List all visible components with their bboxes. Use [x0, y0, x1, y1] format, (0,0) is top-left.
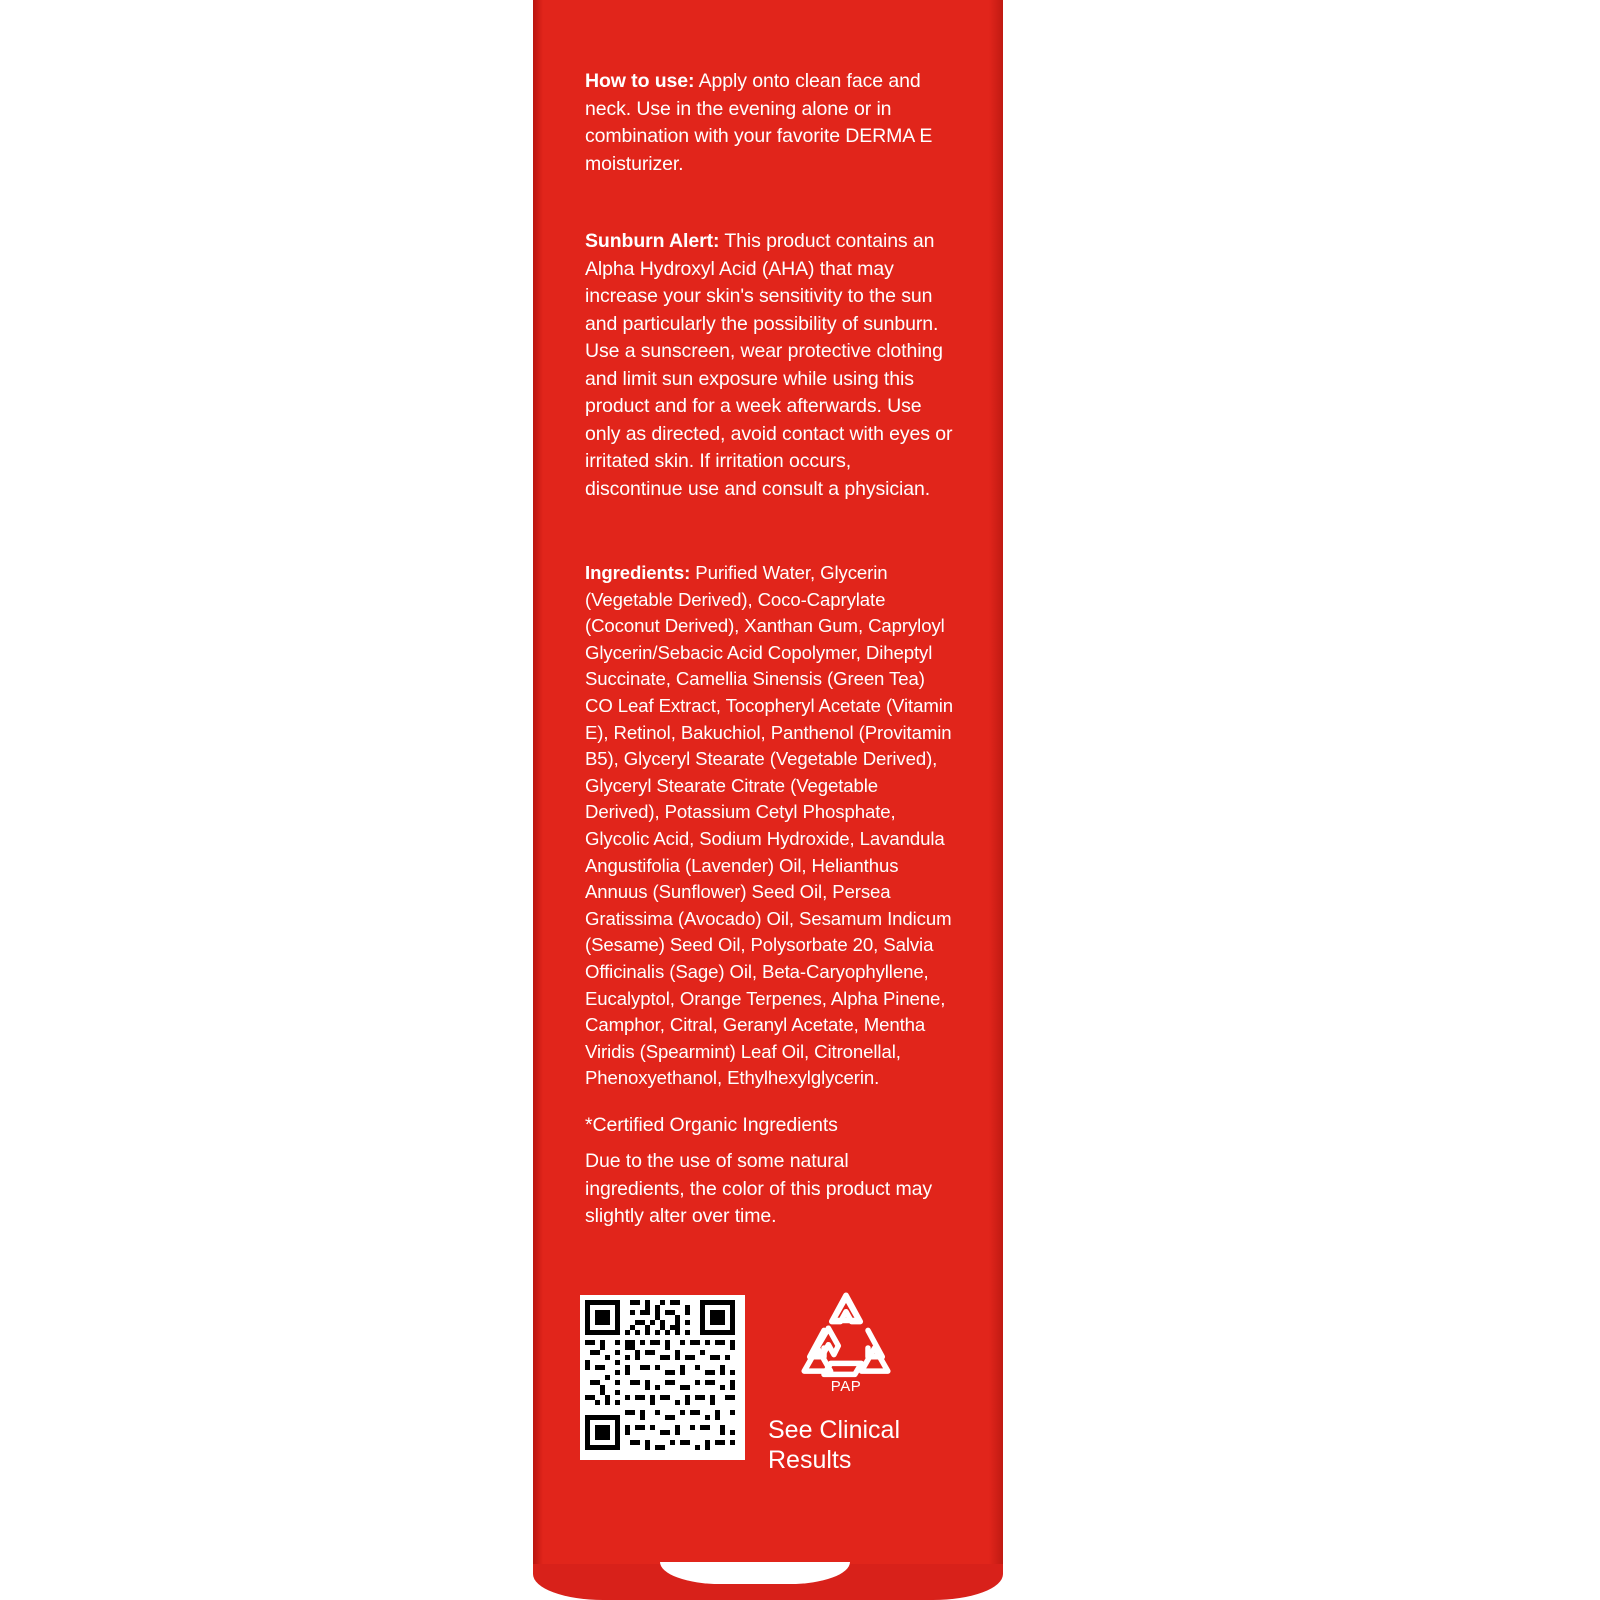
sunburn-alert-label: Sunburn Alert:	[585, 230, 720, 252]
qr-code-graphic	[580, 1295, 745, 1460]
sunburn-alert-section	[585, 228, 953, 503]
panel-left-edge-shading	[533, 0, 543, 1572]
ingredients-section	[585, 560, 953, 1092]
sunburn-alert-body: This product contains an Alpha Hydroxyl Acid (AHA) that may increase your skin's sensitivity to the sun and particularly the possibility of sunburn. Use a sunscreen, wear protective clothing and limit sun exposure while using this product and for a week afterwards. Use only as directed, avoid contact with eyes or irritated skin. If irritation occurs, discontinue use and consult a physician.	[585, 230, 953, 500]
organic-ingredients-note: *Certified Organic Ingredients	[585, 1114, 838, 1136]
panel-right-edge-shading	[989, 0, 1003, 1572]
see-clinical-results-text: See Clinical Results	[768, 1416, 901, 1474]
how-to-use-section	[585, 68, 953, 178]
pap-label: PAP	[830, 1378, 862, 1395]
product-package-panel	[533, 0, 1003, 1572]
ingredients-label: Ingredients:	[585, 562, 691, 583]
qr-code-icon[interactable]	[580, 1295, 745, 1460]
how-to-use-body: Apply onto clean face and neck. Use in the evening alone or in combination with your favorite DERMA E moisturizer.	[585, 70, 933, 175]
recycle-icon	[791, 1282, 901, 1392]
how-to-use-label: How to use:	[585, 70, 695, 92]
recycle-arrows-graphic	[791, 1282, 901, 1392]
natural-ingredients-note: Due to the use of some natural ingredients, the color of this product may slightly alter over time.	[585, 1150, 932, 1227]
package-flap-notch	[660, 1562, 850, 1584]
ingredients-body: Purified Water, Glycerin (Vegetable Derived), Coco-Caprylate (Coconut Derived), Xanthan Gum, Capryloyl Glycerin/Sebacic Acid Copolymer, Diheptyl Succinate, Camellia Sinensis (Green Tea) CO Leaf Extract, Tocopheryl Acetate (Vitamin E), Retinol, Bakuchiol, Panthenol (Provitamin B5), Glyceryl Stearate (Vegetable Derived), Glyceryl Stearate Citrate (Vegetable Derived), Potassium Cetyl Phosphate, Glycolic Acid, Sodium Hydroxide, Lavandula Angustifolia (Lavender) Oil, Helianthus Annuus (Sunflower) Seed Oil, Persea Gratissima (Avocado) Oil, Sesamum Indicum (Sesame) Seed Oil, Polysorbate 20, Salvia Officinalis (Sage) Oil, Beta-Caryophyllene, Eucalyptol, Orange Terpenes, Alpha Pinene, Camphor, Citral, Geranyl Acetate, Mentha Viridis (Spearmint) Leaf Oil, Citronellal, Phenoxyethanol, Ethylhexylglycerin.	[585, 562, 954, 1089]
